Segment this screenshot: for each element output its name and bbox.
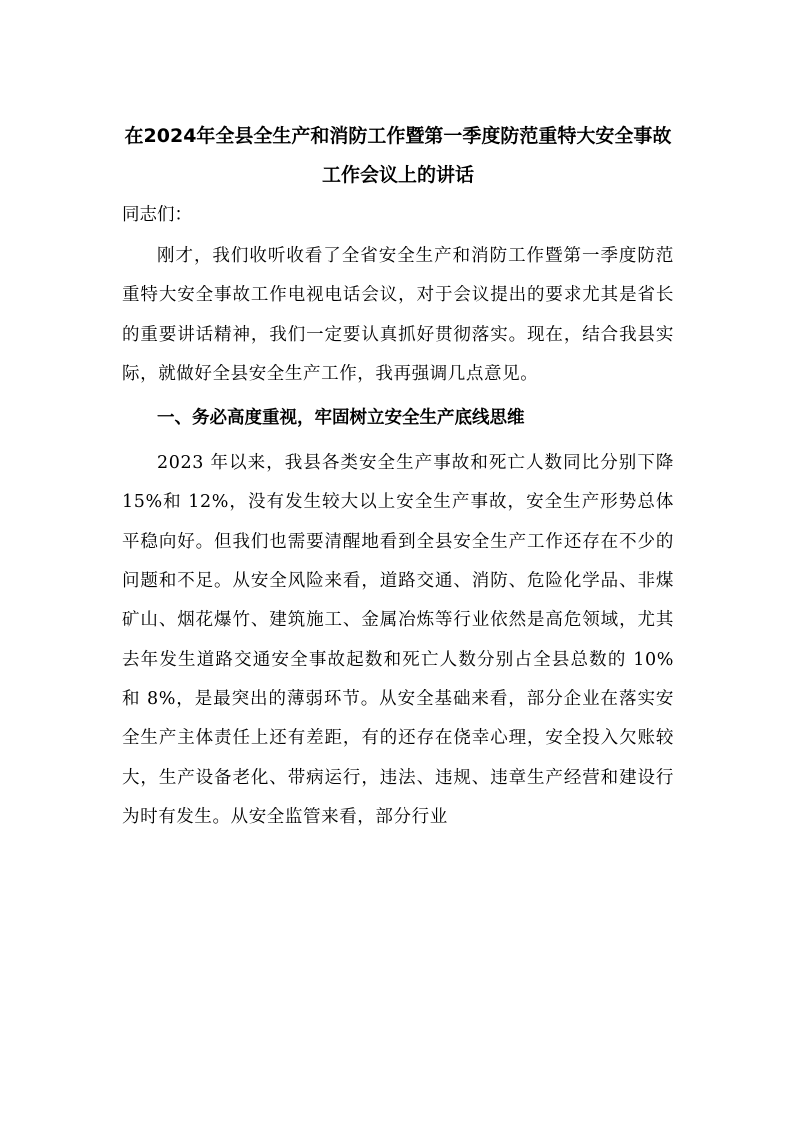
salutation: 同志们： [122, 205, 192, 225]
document-title: 在2024年全县全生产和消防工作暨第一季度防范重特大安全事故工作会议上的讲话 [124, 125, 672, 186]
section-heading: 一、务必高度重视，牢固树立安全生产底线思维 [157, 408, 525, 429]
document-body [122, 117, 674, 837]
intro-paragraph: 刚才，我们收听收看了全省安全生产和消防工作暨第一季度防范重特大安全事故工作电视电话会议，对于会议提出的要求尤其是省长的重要讲话精神，我们一定要认真抓好贯彻落实。现在，结合我县实际，就做好全县安全生产工作，我再强调几点意见。 [122, 246, 674, 384]
section-paragraph: 2023 年以来，我县各类安全生产事故和死亡人数同比分别下降 15%和 12%，没有发生较大以上安全生产事故，安全生产形势总体平稳向好。但我们也需要清醒地看到全县安全生产工作还存在不少的问题和不足。从安全风险来看，道路交通、消防、危险化学品、非煤矿山、烟花爆竹、建筑施工、金属冶炼等行业依然是高危领域，尤其去年发生道路交通安全事故起数和死亡人数分别占全县总数的 10%和 8%，是最突出的薄弱环节。从安全基础来看，部分企业在落实安全生产主体责任上还有差距，有的还存在侥幸心理，安全投入欠账较大，生产设备老化、带病运行，违法、违规、违章生产经营和建设行为时有发生。从安全监管来看，部分行业 [122, 453, 674, 827]
